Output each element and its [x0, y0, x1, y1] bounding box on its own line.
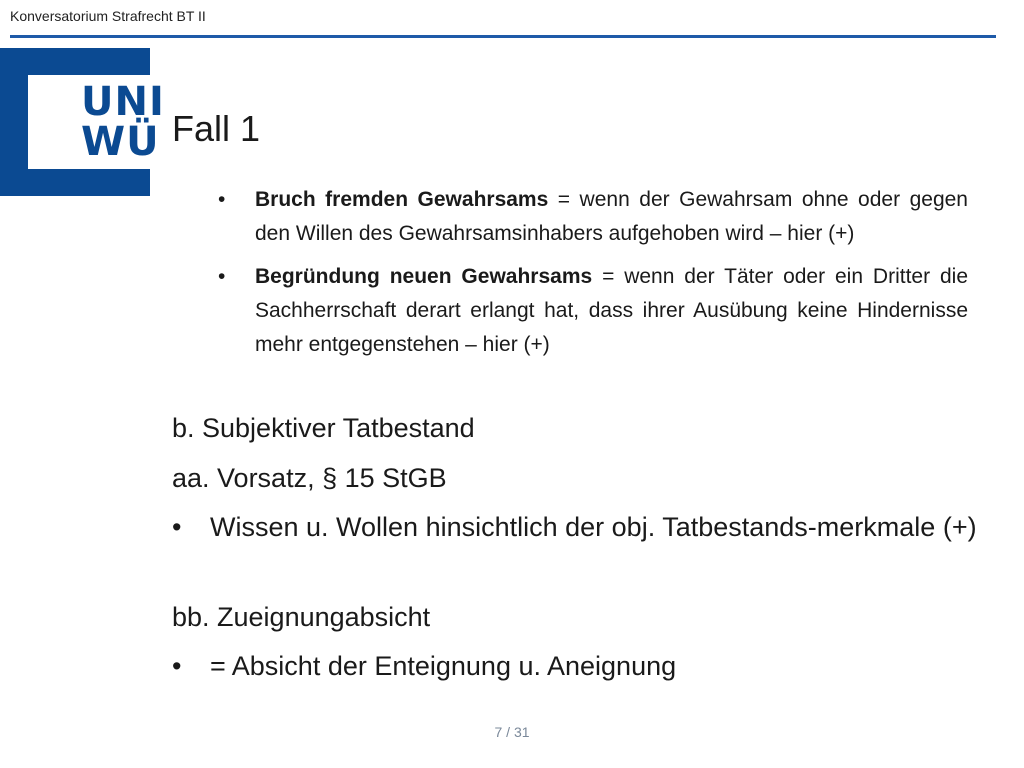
slide-title: Fall 1 [172, 108, 261, 149]
bullet-text: = wenn der Täter oder ein Dritter die Sachherrschaft derart erlangt hat, dass ihrer Ausübung keine Hindernisse mehr entgegenstehen – hier (+) [255, 265, 968, 356]
sub-bullet-item [218, 260, 968, 362]
heading-subjective: b. Subjektiver Tatbestand [172, 413, 475, 443]
presentation-title: Konversatorium Strafrecht BT II [10, 8, 206, 24]
bullet-text: Wissen u. Wollen hinsichtlich der obj. Tatbestands-merkmale (+) [210, 512, 977, 542]
bullet-term: Begründung neuen Gewahrsams [255, 265, 593, 288]
sub-bullet-list [218, 183, 968, 371]
logo-line-2: WÜ [81, 119, 160, 165]
heading-vorsatz: aa. Vorsatz, § 15 StGB [172, 463, 447, 493]
bullet-zueignung [172, 645, 1006, 687]
header-divider [10, 35, 996, 38]
bullet-marker: • [172, 651, 182, 681]
logo-line-1: UNI [81, 79, 165, 125]
bullet-marker: • [172, 512, 182, 542]
heading-zueignungsabsicht: bb. Zueignungabsicht [172, 602, 431, 632]
page-number: 7 / 31 [494, 724, 530, 740]
bullet-text: = Absicht der Enteignung u. Aneignung [210, 651, 677, 681]
university-logo [0, 48, 165, 196]
bullet-vorsatz [172, 506, 1006, 548]
bullet-text: = wenn der Gewahrsam ohne oder gegen den Willen des Gewahrsamsinhabers aufgehoben wird – hier (+) [255, 188, 968, 245]
bullet-term: Bruch fremden Gewahrsams [255, 188, 549, 211]
bullet-marker: • [218, 265, 226, 288]
sub-bullet-item [218, 183, 968, 251]
logo-wordmark [28, 75, 165, 169]
bullet-marker: • [218, 188, 226, 211]
